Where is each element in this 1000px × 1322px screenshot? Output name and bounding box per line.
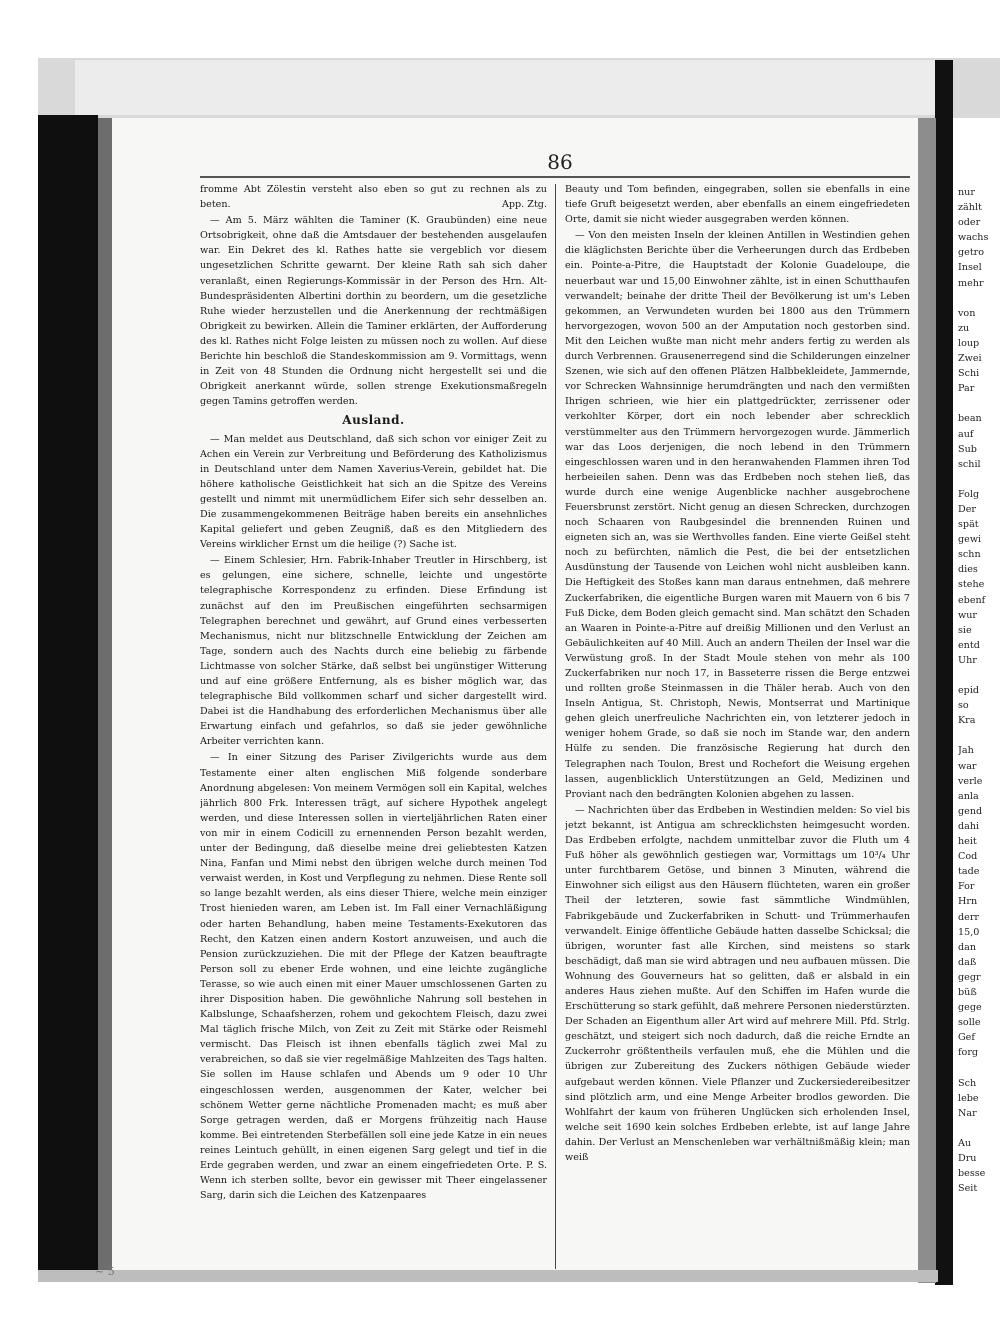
article-ending-text: fromme Abt Zölestin versteht also eben so gut zu rechnen als zu beten. [200, 184, 547, 211]
article-ending [200, 182, 547, 212]
next-page-line: spät [958, 519, 979, 531]
next-page-line: büß [958, 986, 977, 998]
next-page-line: Jah [958, 745, 974, 757]
next-page-line: Zwei [958, 353, 982, 365]
page-number: 86 [547, 150, 573, 174]
next-page-line: auf [958, 428, 974, 440]
next-page-line: For [958, 881, 975, 893]
next-page-line: ebenf [958, 594, 986, 606]
scan-edge-left-inner [98, 118, 112, 1278]
next-page-line: Sch [958, 1077, 977, 1089]
scan-shadow-top-inner [75, 60, 935, 115]
left-column [200, 182, 547, 1270]
next-page-line: Par [958, 383, 975, 395]
next-page-line: derr [958, 911, 979, 923]
next-page-line: Schi [958, 368, 980, 380]
scan-edge-bottom [38, 1270, 938, 1282]
article-telegraph: — Einem Schlesier, Hrn. Fabrik-Inhaber Treutler in Hirschberg, ist es gelungen, eine sichere, schnelle, leichte und ungestörte telegraphische Korrespondenz zu erfinden. Diese Erfindung ist zunächst auf den im Preußischen eingeführten sechsarmigen Telegraphen berechnet und gewährt, auf Grund eines verbesserten Mechanismus, nicht nur blitzschnelle Entwicklung der Zeichen am Tage, sondern auch des Nachts durch eine beliebig zu färbende Lichtmasse von solcher Stärke, daß selbst bei ungünstiger Witterung und auf eine größere Entfernung, als es bisher möglich war, das telegraphische Bild vollkommen scharf und sicher dargestellt wird. Dabei ist die Handhabung des erforderlichen Mechanismus über alle Erwartung einfach und gefahrlos, so daß sie jeder gewöhnliche Arbeiter verrichten kann. [200, 555, 547, 748]
next-page-line [958, 1121, 1000, 1136]
next-page-line: heit [958, 836, 977, 848]
next-page-line: so [958, 700, 969, 712]
next-page-line: entd [958, 639, 980, 651]
article-xaverius-verein: — Man meldet aus Deutschland, daß sich schon vor einiger Zeit zu Achen ein Verein zur Verbreitung und Beförderung des Katholizismus in Deutschland unter dem Namen Xaverius-Verein, gebildet hat. Die höhere katholische Geistlichkeit hat sich an die Spitze des Vereins gestellt und nimmt mit unermüdlichem Eifer sich sehr desselben an. Die zusammengekommenen Beiträge haben bereits ein ansehnliches Kapital geliefert und geben Zeugniß, daß es den Mitgliedern des Vereins wirklicher Ernst um die heilige (?) Sache ist. [200, 433, 547, 551]
right-column [565, 182, 910, 1270]
next-page-line: Hrn [958, 896, 978, 908]
next-page-line: war [958, 760, 977, 772]
next-page-line: Seit [958, 1183, 978, 1195]
article-cat-testament: — In einer Sitzung des Pariser Zivilgerichts wurde aus dem Testamente einer alten englischen Miß folgende sonderbare Anordnung abgelesen: Von meinem Vermögen soll ein Kapital, welches jährlich 800 Frk. Interessen trägt, auf sichere Hypothek angelegt werden, und diese Interessen sollen in vierteljährlichen Raten einer von mir in einem Codicill zu ernennenden Person bezahlt werden, unter der Bedingung, daß dieselbe meine drei geliebtesten Katzen Nina, Fanfan und Mimi nebst den übrigen welche durch meinen Tod verwaist werden, in Kost und Verpflegung zu nehmen. Diese Rente soll so lange bezahlt werden, als eins dieser Thiere, welche mein einziger Trost hienieden waren, am Leben ist. Im Fall einer Vernachläßigung oder harten Behandlung, haben meine Testaments-Exekutoren das Recht, den Katzen einen andern Kostort anzuweisen, und auch die Pension zurückzuziehen. Die mit der Pflege der Katzen beauftragte Person soll zu ebener Erde wohnen, und eine leichte zugängliche Terasse, so wie auch einen mit einer Mauer umschlossenen Garten zu ihrer Disposition haben. Die gewöhnliche Nahrung soll bestehen in Kalbslunge, Schaafsherzen, rohem und gekochtem Fleisch, dazu zwei Mal täglich frische Milch, von Zeit zu Zeit mit Stärke oder Reismehl vermischt. Das Fleisch ist ihnen ebenfalls täglich zwei Mal zu verabreichen, so daß sie vier regelmäßige Mahlzeiten des Tags halten. Sie sollen im Hause schlafen und Abends um 9 oder 10 Uhr eingeschlossen werden, ausgenommen der Kater, welcher bei schönem Wetter gerne nächtliche Promenaden macht; es muß aber Sorge getragen werden, daß er Morgens frühzeitig nach Hause komme. Bei eintretenden Sterbefällen soll eine jede Katze in ein neues reines Leintuch gehüllt, in einen eigenen Sarg gelegt und tief in die Erde gegraben werden, und zwar an einem eingefriedeten Orte. P. S. Wenn ich sterben sollte, bevor ein gewisser mit Theer eingelassener Sarg, darin sich die Leichen des Katzenpaares [200, 752, 547, 1202]
next-page-line: daß [958, 956, 977, 968]
next-page-line: besse [958, 1168, 986, 1180]
next-page-line: Au [958, 1137, 972, 1149]
next-page-line: Uhr [958, 654, 977, 666]
next-page-line: lebe [958, 1092, 979, 1104]
next-page-line: mehr [958, 277, 984, 289]
book-gutter [935, 60, 953, 1285]
section-heading-ausland: Ausland. [342, 413, 405, 428]
next-page-line [958, 291, 1000, 306]
next-page-line: wur [958, 609, 977, 621]
next-page-line: gend [958, 805, 983, 817]
next-page-line: Nar [958, 1107, 977, 1119]
next-page-line: gewi [958, 534, 982, 546]
next-page-line [958, 472, 1000, 487]
next-page-line: schil [958, 458, 981, 470]
next-page-line: wachs [958, 232, 989, 244]
source-attribution: App. Ztg. [501, 199, 547, 211]
corner-mark: ~ 5 [95, 1265, 115, 1278]
next-page-line: epid [958, 685, 980, 697]
next-page-line: loup [958, 337, 980, 349]
next-page-line [958, 728, 1000, 743]
next-page-line: nur [958, 187, 975, 198]
next-page-line: sie [958, 624, 972, 636]
next-page-line: Insel [958, 262, 982, 274]
next-page-line: dan [958, 941, 977, 953]
next-page-line: dies [958, 564, 978, 576]
next-page-line: schn [958, 549, 981, 561]
next-page-line: Der [958, 503, 976, 515]
next-page-line: Cod [958, 851, 978, 863]
next-page-line: Kra [958, 715, 976, 727]
column-divider [555, 184, 556, 1269]
next-page-line: von [958, 307, 976, 319]
next-page-line: zu [958, 322, 970, 334]
next-page-line [958, 1060, 1000, 1075]
article-antilles-earthquake: — Von den meisten Inseln der kleinen Antillen in Westindien gehen die kläglichsten Berichte über die Verheerungen durch das Erdbeben ein. Pointe-a-Pitre, die Hauptstadt der Kolonie Guadeloupe, die neuerbaut war und 15,00 Einwohner zählte, ist in einen Schutthaufen verwandelt; beinahe der dritte Theil der Bevölkerung ist um's Leben gekommen, an Verwundeten wurden bei 1800 aus den Trümmern hervorgezogen, wovon 500 an der Amputation noch gestorben sind. Mit den Leichen wußte man nicht mehr anders fertig zu werden als durch Verbrennen. Grausenerregend sind die Schilderungen einzelner Szenen, wie sich auf den offenen Plätzen Halbbekleidete, Jammernde, vor Schrecken Wahnsinnige herumdrängten und nach den vermißten Ihrigen schrieen, wie hier ein plattgedrückter, zerrissener oder verkohlter Körper, dort ein noch lebender aber schrecklich verstümmelter aus den Trümmern hervorgezogen wurde. Jämmerlich war das Loos derjenigen, die noch lebend in den Trümmern eingeschlossen waren und in den heranwahenden Flammen ihren Tod herbeieilen sahen. Denn was das Erdbeben noch stehen ließ, das wurde durch eine wenige Augenblicke nachher ausgebrochene Feuersbrunst zerstört. Nicht genug an diesen Schrecken, durchzogen noch Schaaren von Raubgesindel die brennenden Ruinen und eigneten sich an, was sie Werthvolles fanden. Eine vierte Geißel steht noch zu befürchten, nämlich die Pest, die bei der entsetzlichen Ausdünstung der Tausende von Leichen wohl nicht ausbleiben kann. Die Heftigkeit des Stoßes kann man daraus entnehmen, daß mehrere Zuckerfabriken, die eigentliche Burgen waren mit Mauern von 6 bis 7 Fuß Dicke, dem Boden gleich gemacht sind. Man schätzt den Schaden an Waaren in Pointe-a-Pitre auf dreißig Millionen und den Verlust an Gebäulichkeiten auf 40 Mill. Auch an andern Theilen der Insel war die Verwüstung groß. In der Stadt Moule stehen von mehr als 100 Zuckerfabriken nur noch 17, in Basseterre rissen die Berge entzwei und rollten große Steinmassen in die Thäler herab. Auch von den Inseln Antigua, St. Christoph, Newis, Montserrat und Martinique gehen gleich unerfreuliche Nachrichten ein, von letzterer jedoch in weniger hohem Grade, so daß sie noch im Stande war, den andern Hülfe zu senden. Die französische Regierung hat durch den Telegraphen nach Toulon, Brest und Rochefort die Weisung ergehen lassen, augenblicklich Unterstützungen an Geld, Medizinen und Proviant nach den bedrängten Kolonien abgehen zu lassen. [565, 230, 910, 800]
next-page-line: dahi [958, 820, 980, 832]
next-page-line: anla [958, 790, 979, 802]
next-page-line: solle [958, 1017, 981, 1029]
next-page-line: Folg [958, 488, 980, 500]
next-page-line [958, 396, 1000, 411]
book-gutter-shadow [918, 118, 936, 1283]
next-page-line: gegr [958, 971, 981, 983]
next-page-line: forg [958, 1047, 979, 1059]
next-page-line: oder [958, 217, 981, 229]
next-page-line [958, 668, 1000, 683]
article-antigua-earthquake: — Nachrichten über das Erdbeben in Westindien melden: So viel bis jetzt bekannt, ist Antigua am schrecklichsten heimgesucht worden. Das Erdbeben erfolgte, nachdem unmittelbar zuvor die Fluth um 4 Fuß höher als gewöhnlich gestiegen war, Vormittags um 10³/₄ Uhr unter furchtbarem Getöse, und binnen 3 Minuten, während die Einwohner sich eiligst aus den Häusern flüchteten, waren ein großer Theil der letzteren, sowie fast sämmtliche Windmühlen, Fabrikgebäude und Zuckerfabriken in Schutt- und Trümmerhaufen verwandelt. Einige öffentliche Gebäude hatten dasselbe Schicksal; die übrigen, worunter fast alle Kirchen, sind meistens so stark beschädigt, daß man sie wird abtragen und neu aufbauen müssen. Die Wohnung des Gouverneurs hat so gelitten, daß er alsbald in ein anderes Haus ziehen mußte. Auf den Schiffen im Hafen wurde die Erschütterung so stark gefühlt, daß mehrere Personen niederstürzten. Der Schaden an Eigenthum aller Art wird auf mehrere Mill. Pfd. Strlg. geschätzt, und steigert sich noch dadurch, daß die reiche Erndte an Zuckerrohr größtentheils verfaulen muß, ehe die Mühlen und die übrigen zur Zubereitung des Zuckers nöthigen Gebäude wieder aufgebaut werden können. Viele Pflanzer und Zuckersiedereibesitzer sind plötzlich arm, und eine Menge Arbeiter brodlos geworden. Die Wohlfahrt der kaum von früheren Unglücken sich erholenden Insel, welche seit 1690 kein solches Erdbeben erlebte, ist auf lange Jahre dahin. Der Verlust an Menschenleben war verhältnißmäßig klein; man weiß [565, 804, 910, 1163]
next-page-line: bean [958, 413, 982, 425]
article-taminer: — Am 5. März wählten die Taminer (K. Graubünden) eine neue Ortsobrigkeit, ohne daß die Amtsdauer der bestehenden ausgelaufen war. Ein Dekret des kl. Rathes hatte sie vergeblich vor diesem ungesetzlichen Schritte gewarnt. Der kleine Rath sah sich daher veranlaßt, einen Regierungs-Kommissär in der Person des Hrn. Alt-Bundespräsidenten Albertini dorthin zu beordern, um die gesetzliche Ruhe wieder herzustellen und die Anerkennung der rechtmäßigen Obrigkeit zu bewirken. Allein die Taminer erklärten, der Aufforderung des kl. Rathes nicht Folge leisten zu müssen noch zu wollen. Auf diese Berichte hin beschloß die Standeskommission am 9. Vormittags, wenn in Zeit von 48 Stunden die Ordnung nicht hergestellt sei und die Obrigkeit anerkannt würde, sollen strenge Exekutionsmaßregeln gegen Tamins getroffen werden. [200, 215, 547, 408]
next-page-line: getro [958, 247, 985, 259]
next-page-line: 15,0 [958, 926, 980, 938]
scan-edge-left [38, 115, 98, 1280]
next-page-line: Dru [958, 1153, 977, 1164]
next-page-line: zählt [958, 202, 982, 214]
next-page-line: gege [958, 1002, 982, 1014]
article-cat-testament-continued: Beauty und Tom befinden, eingegraben, sollen sie ebenfalls in eine tiefe Gruft beigesetzt werden, aber ebenfalls an einem eingefriedeten Orte, damit sie nicht wieder ausgegraben werden können. [565, 184, 910, 226]
next-page-line: stehe [958, 579, 985, 591]
next-page-line: tade [958, 866, 980, 878]
next-page-line: Gef [958, 1032, 975, 1044]
next-page-fragment [958, 185, 1000, 1195]
next-page-line: verle [958, 775, 983, 787]
header-rule [200, 176, 910, 178]
next-page-line: Sub [958, 443, 977, 455]
